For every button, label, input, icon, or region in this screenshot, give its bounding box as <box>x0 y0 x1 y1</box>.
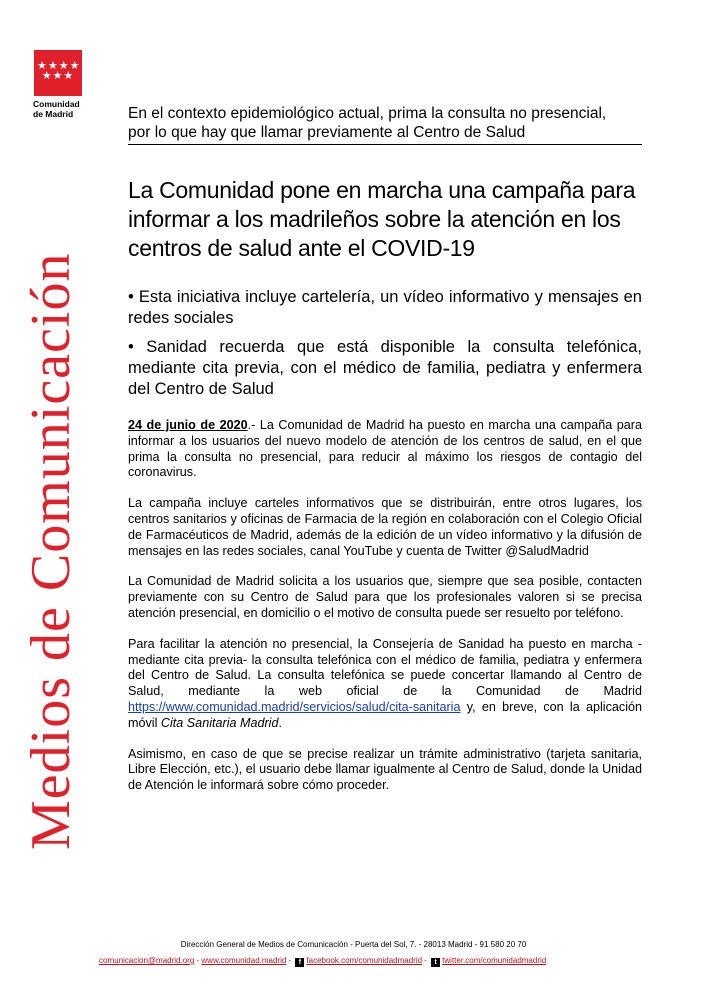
paragraph-2: La campaña incluye carteles informativos que se distribuirán, entre otros lugares, los centros sanitarios y oficinas de Farmacia de la región en colaboración con el Colegio Oficial de Farmacéuticos de Madrid, además de la edición de un vídeo informativo y la difusión de mensajes en las redes sociales, canal YouTube y cuenta de Twitter @SaludMadrid <box>128 496 642 558</box>
bullet-item: • Sanidad recuerda que está disponible la consulta telefónica, mediante cita previa, con el médico de familia, pediatra y enfermera del Centro de Salud <box>128 338 642 398</box>
footer-links <box>99 956 639 967</box>
paragraph-3: La Comunidad de Madrid solicita a los usuarios que, siempre que sea posible, contacten previamente con su Centro de Salud para que los profesionales valoren si se precisa atención presencial, en domicilio o el motivo de consulta puede ser resuelto por teléfono. <box>128 574 642 620</box>
bullet-item: • Esta iniciativa incluye cartelería, un vídeo informativo y mensajes en redes sociales <box>128 288 642 327</box>
facebook-link[interactable]: facebook.com/comunidadmadrid <box>306 956 423 965</box>
web-link[interactable]: www.comunidad.madrid <box>201 956 287 965</box>
paragraph-1 <box>128 418 642 481</box>
logo-text <box>33 99 93 119</box>
twitter-link[interactable]: twitter.com/comunidadmadrid <box>442 956 547 965</box>
logo-text-line2: de Madrid <box>33 109 74 119</box>
facebook-icon: f <box>295 958 304 967</box>
paragraph-1-text: .- La Comunidad de Madrid ha puesto en marcha una campaña para informar a los usuarios del nuevo modelo de atención de los centros de salud, en el que prima la consulta no presencial, para reducir al máximo los riesgos de contagio del coronavirus. <box>128 418 642 480</box>
app-name: Cita Sanitaria Madrid <box>160 715 279 730</box>
date: 24 de junio de 2020 <box>128 418 248 432</box>
side-title: Medios de Comunicación <box>20 252 82 850</box>
bullet-list <box>128 287 642 408</box>
separator: - <box>422 956 430 965</box>
logo-text-line1: Comunidad <box>33 99 80 109</box>
email-link[interactable]: comunicacion@madrid.org <box>99 956 195 965</box>
cita-sanitaria-link[interactable]: https://www.comunidad.madrid/servicios/salud/cita-sanitaria <box>128 699 461 714</box>
paragraph-4-end: . <box>278 715 282 730</box>
twitter-icon: t <box>431 958 440 967</box>
header-divider <box>128 144 642 145</box>
paragraph-4-text-a: Para facilitar la atención no presencial, la Consejería de Sanidad ha puesto en marcha -mediante cita previa- la consulta telefónica con el médico de familia, pediatra y enfermera del Centro de Salud. La consulta telefónica se puede concertar llamando al Centro de Salud, mediante la web oficial de la Comunidad de Madrid <box>128 636 642 699</box>
separator: - <box>194 956 202 965</box>
header <box>128 104 642 142</box>
separator: - <box>286 956 294 965</box>
madrid-stars-logo-icon <box>34 50 82 96</box>
stars-icon: ★★★★ ★★★ <box>37 60 81 82</box>
header-line-1: En el contexto epidemiológico actual, prima la consulta no presencial, <box>128 105 607 122</box>
footer-address: Dirección General de Medios de Comunicación - Puerta del Sol, 7. - 28013 Madrid - 91 580 20 70 <box>180 940 527 949</box>
paragraph-4 <box>128 637 642 732</box>
headline: La Comunidad pone en marcha una campaña para informar a los madrileños sobre la atención en los centros de salud ante el COVID-19 <box>128 177 636 261</box>
paragraph-5: Asimismo, en caso de que se precise realizar un trámite administrativo (tarjeta sanitaria, Libre Elección, etc.), el usuario debe llamar igualmente al Centro de Salud, donde la Unidad de Atención le informará sobre cómo proceder. <box>128 746 642 793</box>
article-body <box>128 418 642 809</box>
header-line-2: por lo que hay que llamar previamente al Centro de Salud <box>128 124 526 141</box>
paragraph-4-text-b: y, en breve, con la aplicación móvil <box>128 699 642 730</box>
